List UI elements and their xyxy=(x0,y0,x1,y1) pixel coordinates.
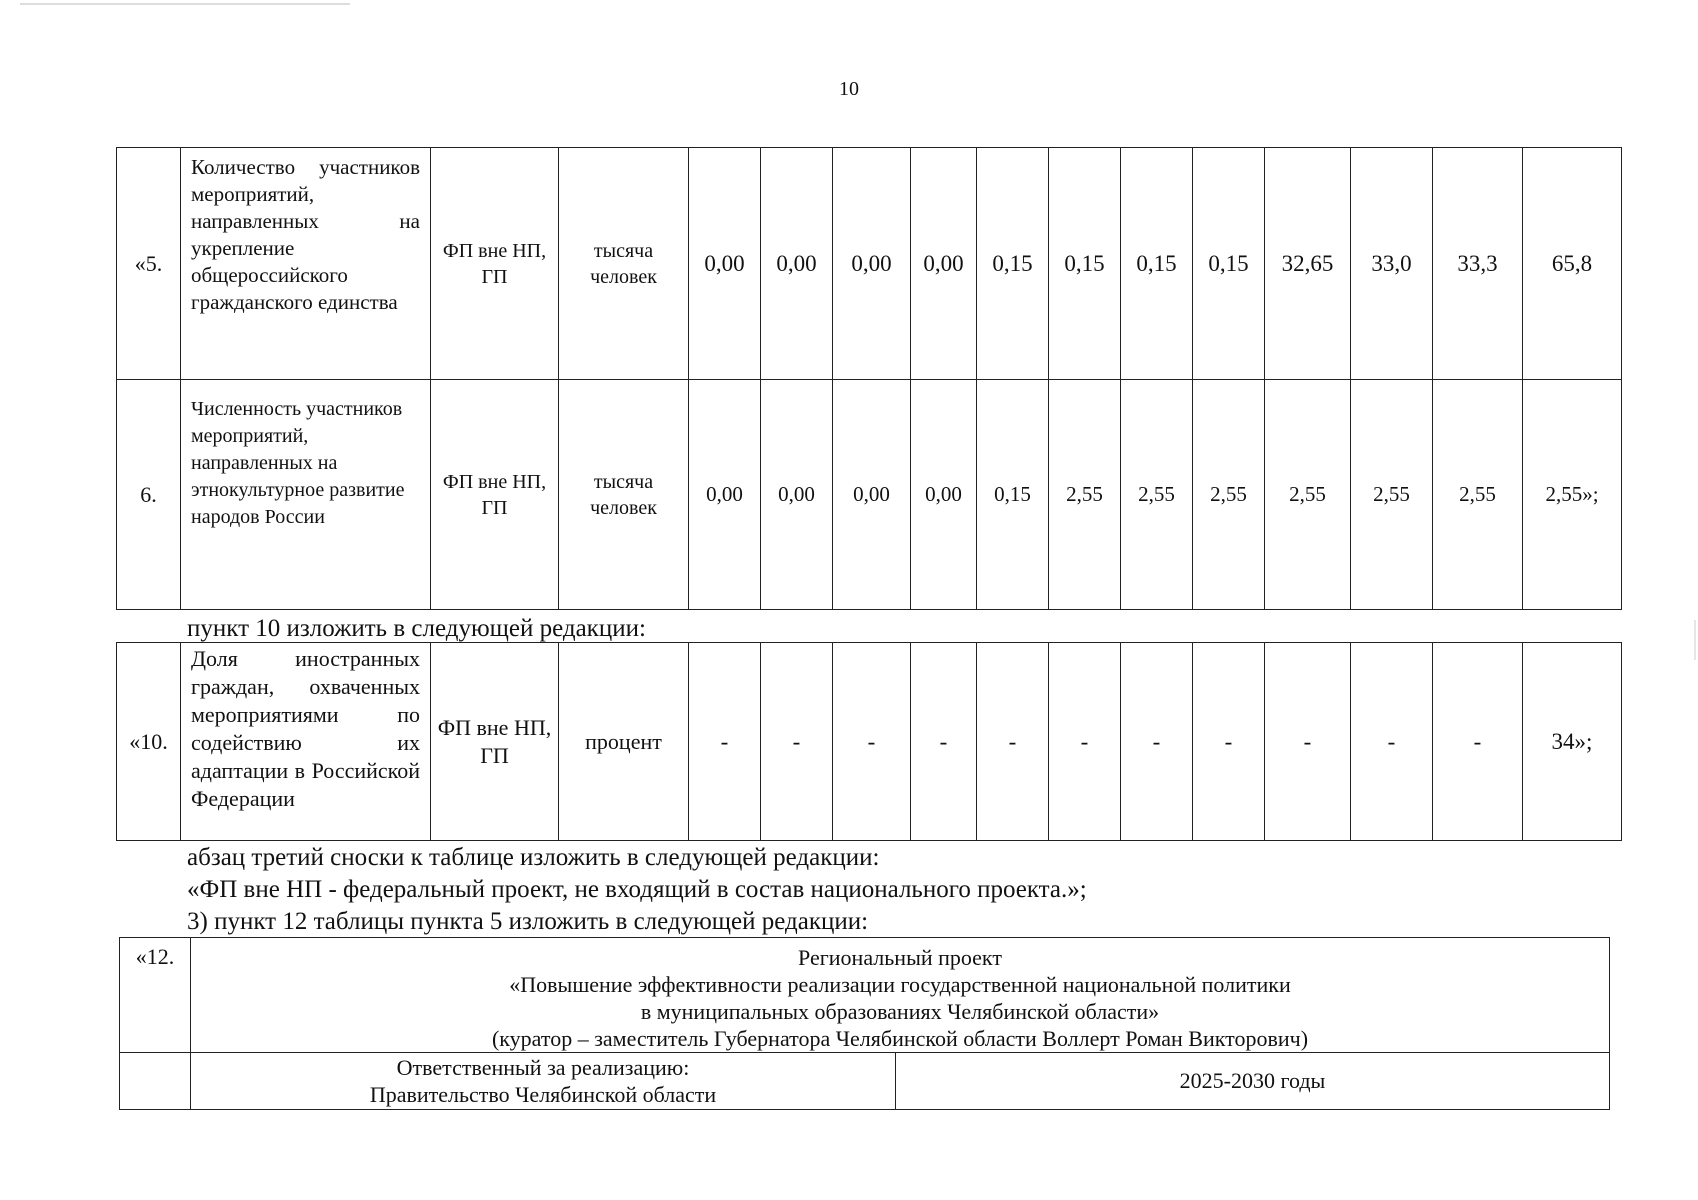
empty-cell xyxy=(120,1053,191,1110)
table-row xyxy=(120,938,1610,1053)
value-cell: - xyxy=(761,643,833,841)
indicator-name: Численность участников мероприятий, направленных на этнокультурное развитие народов России xyxy=(181,380,431,610)
value-cell: - xyxy=(689,643,761,841)
value-cell: - xyxy=(1049,643,1121,841)
value-cell: - xyxy=(977,643,1049,841)
value-cell: 2,55 xyxy=(1049,380,1121,610)
value-cell: 33,3 xyxy=(1433,148,1523,380)
indicators-table-2 xyxy=(116,642,1622,841)
value-cell: 0,15 xyxy=(1049,148,1121,380)
value-cell: 0,15 xyxy=(1193,148,1265,380)
responsible-org: Правительство Челябинской области xyxy=(369,1082,717,1107)
value-cell: 0,00 xyxy=(833,148,911,380)
indicator-name: Доля иностранных граждан, охваченных мероприятиями по содействию их адаптации в Российской Федерации xyxy=(181,643,431,841)
project-line: Региональный проект xyxy=(798,945,1002,970)
project-line: «Повышение эффективности реализации государственной национальной политики xyxy=(509,972,1291,997)
regional-project-table xyxy=(119,937,1610,1110)
responsible-cell xyxy=(191,1053,896,1110)
value-cell: - xyxy=(1193,643,1265,841)
value-cell: 32,65 xyxy=(1265,148,1351,380)
page-number: 10 xyxy=(839,78,859,100)
value-cell: 0,00 xyxy=(761,380,833,610)
value-cell: 34»; xyxy=(1523,643,1622,841)
value-cell: - xyxy=(833,643,911,841)
indicator-unit: тысяча человек xyxy=(559,148,689,380)
value-cell: - xyxy=(1433,643,1523,841)
value-cell: 0,15 xyxy=(977,148,1049,380)
value-cell: 2,55»; xyxy=(1523,380,1622,610)
regional-project-title xyxy=(191,938,1610,1053)
instruction-point-10: пункт 10 изложить в следующей редакции: xyxy=(187,615,646,642)
value-cell: 2,55 xyxy=(1193,380,1265,610)
value-cell: 0,15 xyxy=(1121,148,1193,380)
value-cell: 0,00 xyxy=(689,380,761,610)
table-row xyxy=(117,643,1622,841)
value-cell: 0,00 xyxy=(761,148,833,380)
value-cell: - xyxy=(1121,643,1193,841)
table-row xyxy=(117,380,1622,610)
table-row xyxy=(120,1053,1610,1110)
row-index: «10. xyxy=(117,643,181,841)
value-cell: 0,00 xyxy=(911,148,977,380)
period-cell: 2025-2030 годы xyxy=(896,1053,1610,1110)
indicator-name: Количество участников мероприятий, направленных на укрепление общероссийского гражданского единства xyxy=(181,148,431,380)
scan-edge-mark xyxy=(1694,620,1696,660)
value-cell: 0,00 xyxy=(833,380,911,610)
value-cell: 2,55 xyxy=(1121,380,1193,610)
indicator-unit: процент xyxy=(559,643,689,841)
instruction-footnote: абзац третий сноски к таблице изложить в следующей редакции: xyxy=(187,844,880,871)
value-cell: 2,55 xyxy=(1265,380,1351,610)
footnote-definition: «ФП вне НП - федеральный проект, не входящий в состав национального проекта.»; xyxy=(187,876,1087,903)
row-index: 6. xyxy=(117,380,181,610)
scan-artifact-rule xyxy=(20,3,350,5)
value-cell: 2,55 xyxy=(1351,380,1433,610)
value-cell: - xyxy=(911,643,977,841)
project-line: в муниципальных образованиях Челябинской области» xyxy=(640,999,1160,1024)
value-cell: 0,00 xyxy=(689,148,761,380)
value-cell: 0,00 xyxy=(911,380,977,610)
instruction-point-12: 3) пункт 12 таблицы пункта 5 изложить в следующей редакции: xyxy=(187,908,869,935)
indicator-level: ФП вне НП, ГП xyxy=(431,380,559,610)
value-cell: - xyxy=(1265,643,1351,841)
value-cell: 33,0 xyxy=(1351,148,1433,380)
responsible-label: Ответственный за реализацию: xyxy=(396,1055,690,1080)
indicator-level: ФП вне НП, ГП xyxy=(431,643,559,841)
indicator-unit: тысяча человек xyxy=(559,380,689,610)
project-line: (куратор – заместитель Губернатора Челябинской области Воллерт Роман Викторович) xyxy=(491,1026,1309,1051)
value-cell: 2,55 xyxy=(1433,380,1523,610)
value-cell: 65,8 xyxy=(1523,148,1622,380)
value-cell: - xyxy=(1351,643,1433,841)
row-index: «12. xyxy=(120,938,191,1053)
table-row xyxy=(117,148,1622,380)
value-cell: 0,15 xyxy=(977,380,1049,610)
indicators-table-1 xyxy=(116,147,1622,610)
indicator-level: ФП вне НП, ГП xyxy=(431,148,559,380)
row-index: «5. xyxy=(117,148,181,380)
